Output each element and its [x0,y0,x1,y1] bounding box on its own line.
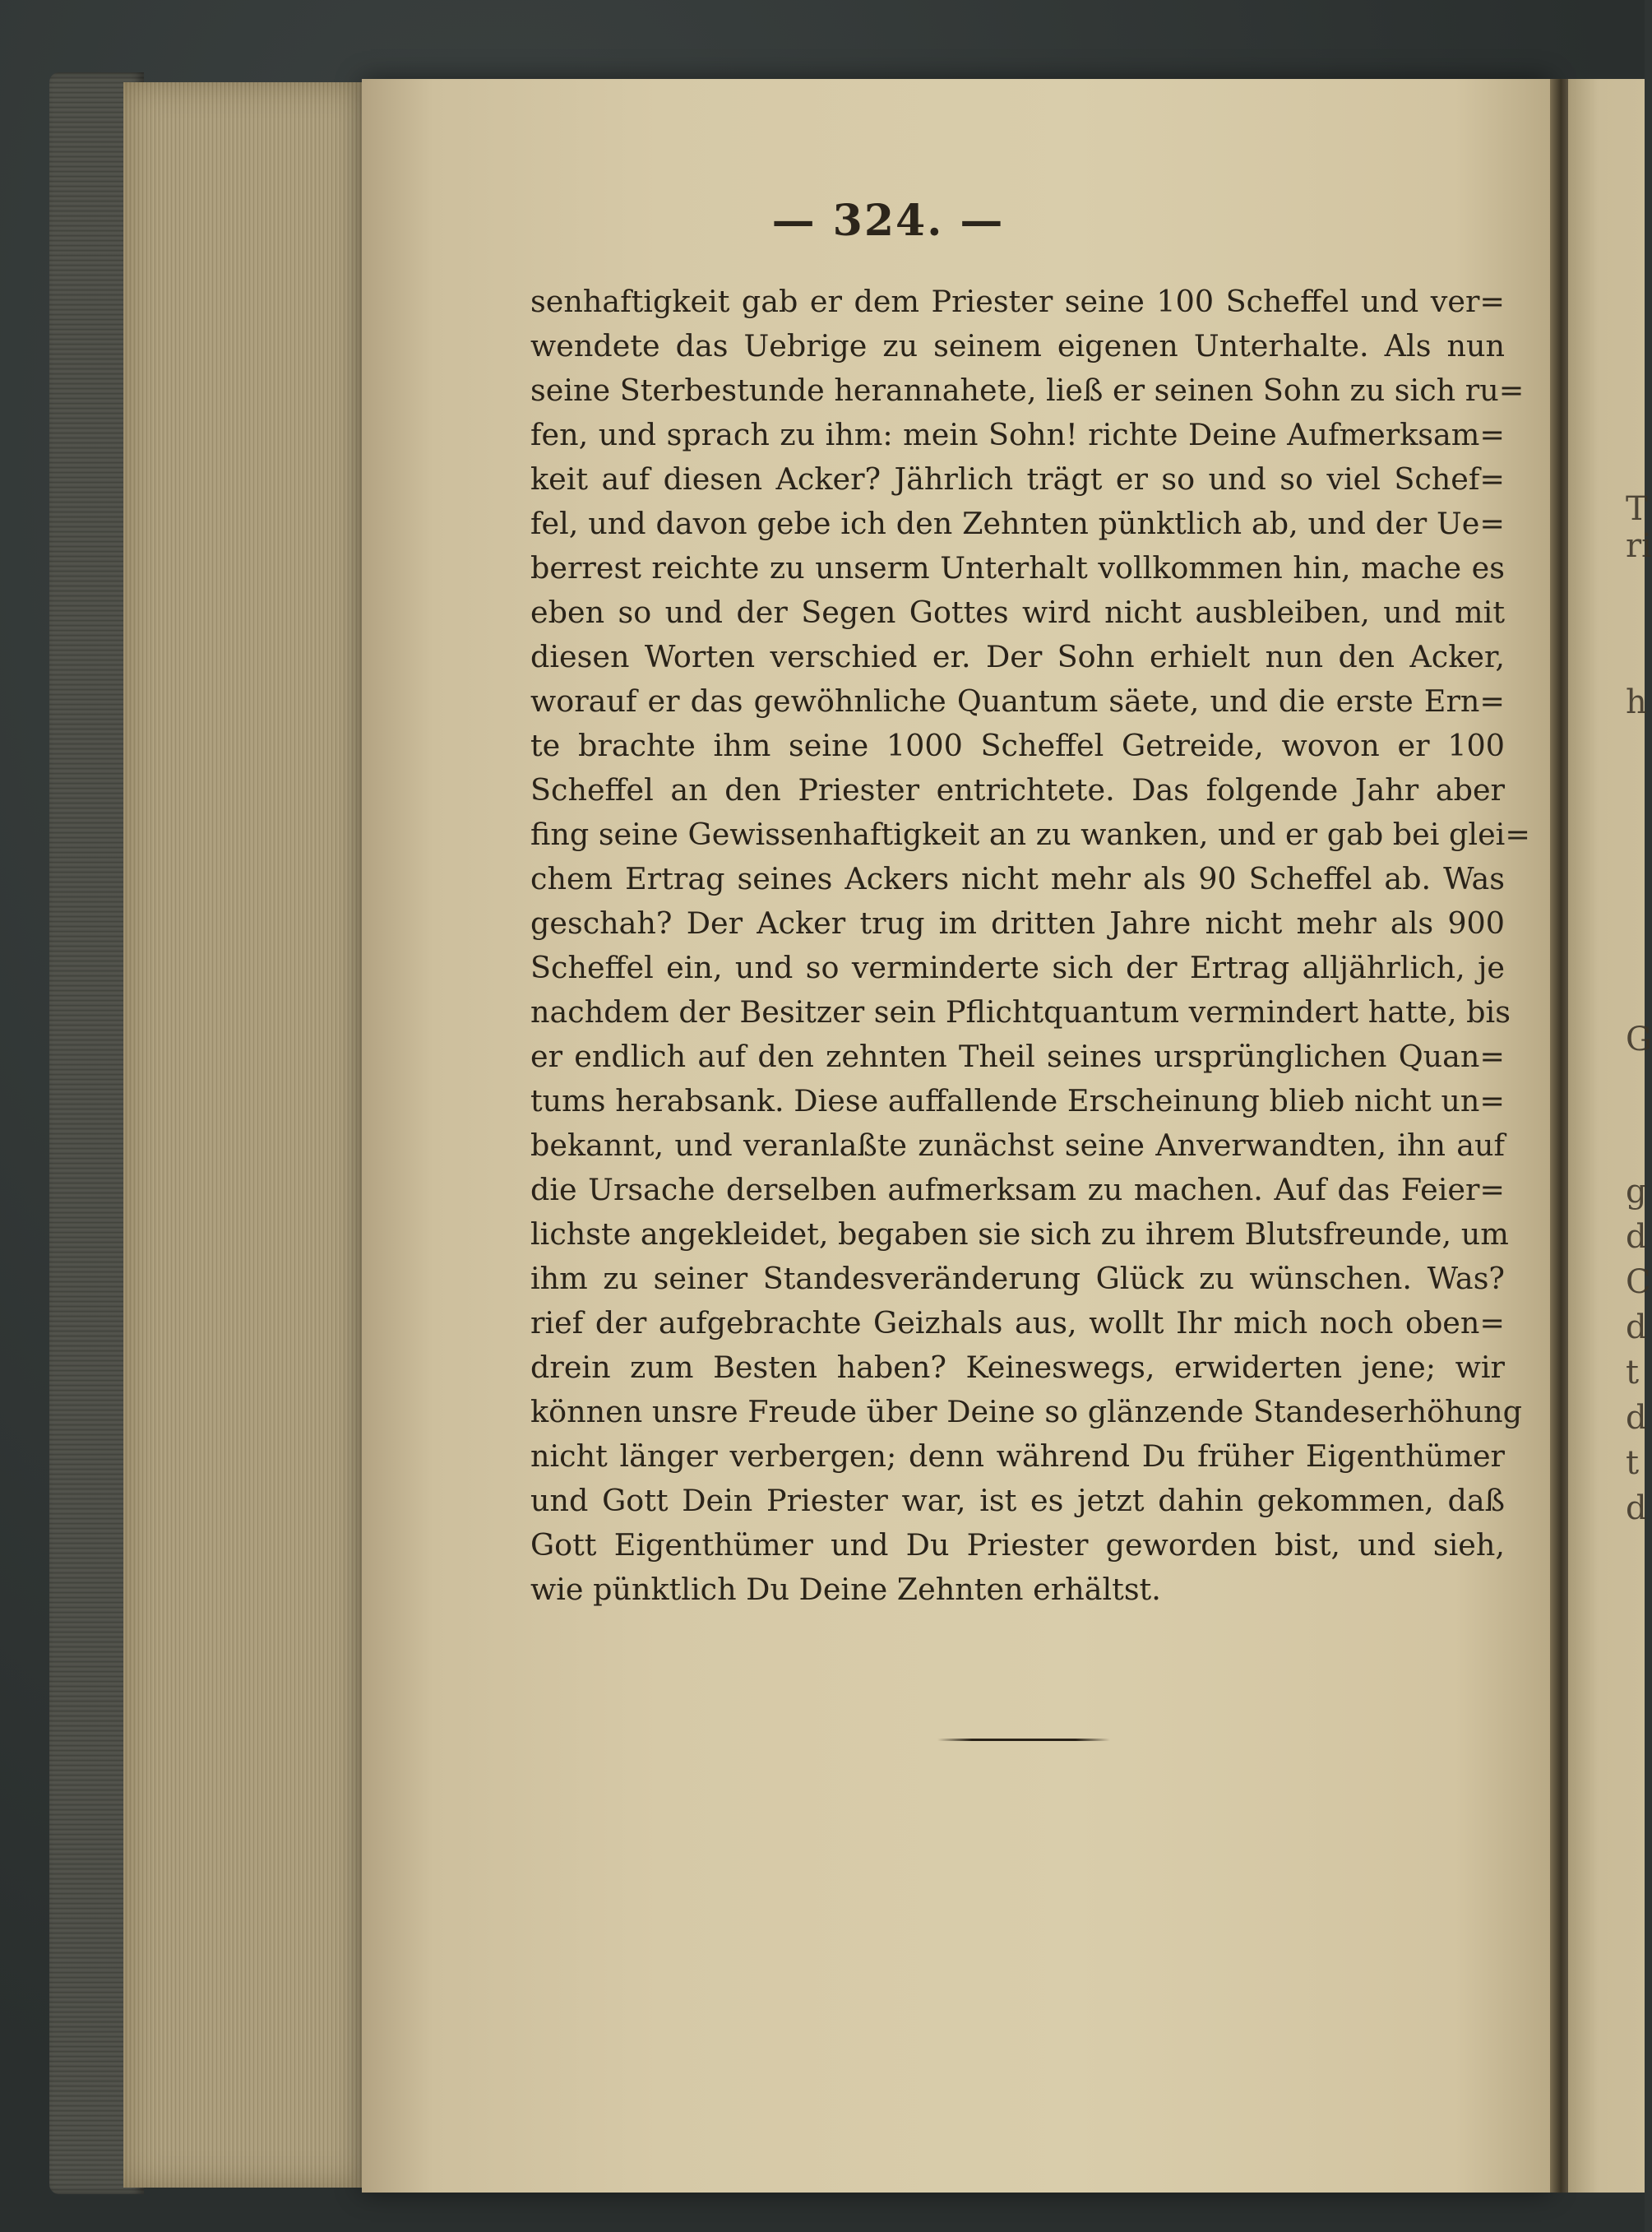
text-line: fen, und sprach zu ihm: mein Sohn! richte Deine Aufmerksam= [530,417,1505,452]
adjacent-page [1568,79,1652,2193]
text-line: rief der aufgebrachte Geizhals aus, wollt Ihr mich noch oben= [530,1305,1505,1341]
body-text [530,280,1530,1612]
text-line: wie pünktlich Du Deine Zehnten erhältst. [530,1572,1161,1607]
text-line: nachdem der Besitzer sein Pflichtquantum vermindert hatte, bis [530,994,1511,1030]
adjacent-page-fragment: g [1626,1173,1647,1211]
book-gutter [1550,79,1568,2193]
text-line: eben so und der Segen Gottes wird nicht ausbleiben, und mit [530,595,1505,630]
page-edges [123,82,378,2188]
text-line: ihm zu seiner Standesveränderung Glück zu wünschen. Was? [530,1261,1505,1296]
adjacent-page-fragment: C [1626,1263,1651,1301]
text-line: senhaftigkeit gab er dem Priester seine 100 Scheffel und ver= [530,284,1505,319]
text-line: seine Sterbestunde herannahete, ließ er seinen Sohn zu sich ru= [530,373,1525,408]
text-line: Gott Eigenthümer und Du Priester geworden bist, und sieh, [530,1527,1505,1563]
text-line: lichste angekleidet, begaben sie sich zu ihrem Blutsfreunde, um [530,1216,1509,1252]
text-line: wendete das Uebrige zu seinem eigenen Unterhalte. Als nun [530,328,1505,364]
text-line: nicht länger verbergen; denn während Du früher Eigenthümer [530,1438,1505,1474]
text-line: die Ursache derselben aufmerksam zu machen. Auf das Feier= [530,1172,1505,1207]
text-line: und Gott Dein Priester war, ist es jetzt dahin gekommen, daß [530,1483,1505,1518]
text-line: diesen Worten verschied er. Der Sohn erhielt nun den Acker, [530,639,1505,674]
adjacent-page-fragment: d [1626,1308,1647,1346]
adjacent-page-fragment: d [1626,1399,1647,1437]
adjacent-page-fragment: d [1626,1218,1647,1256]
adjacent-page-fragment: h [1626,683,1647,721]
text-line: worauf er das gewöhnliche Quantum säete, und die erste Ern= [530,683,1505,719]
adjacent-page-fragment: t [1626,1444,1640,1482]
text-line: te brachte ihm seine 1000 Scheffel Getreide, wovon er 100 [530,728,1505,763]
text-line: berrest reichte zu unserm Unterhalt vollkommen hin, mache es [530,550,1505,586]
text-line: Scheffel ein, und so verminderte sich der Ertrag alljährlich, je [530,950,1505,985]
page-number: — 324. — [771,196,1005,246]
text-line: chem Ertrag seines Ackers nicht mehr als 90 Scheffel ab. Was [530,861,1505,896]
adjacent-page-fragment: ri [1626,527,1652,565]
text-line: drein zum Besten haben? Keineswegs, erwiderten jene; wir [530,1350,1505,1385]
adjacent-page-fragment: T [1626,490,1648,528]
text-line: keit auf diesen Acker? Jährlich trägt er so und so viel Schef= [530,461,1505,497]
text-line: geschah? Der Acker trug im dritten Jahre nicht mehr als 900 [530,905,1505,941]
text-line: fing seine Gewissenhaftigkeit an zu wanken, und er gab bei glei= [530,817,1530,852]
text-line: Scheffel an den Priester entrichtete. Das folgende Jahr aber [530,772,1505,808]
text-line: bekannt, und veranlaßte zunächst seine Anverwandten, ihn auf [530,1128,1505,1163]
text-line: fel, und davon gebe ich den Zehnten pünktlich ab, und der Ue= [530,506,1505,541]
end-rule-divider [937,1739,1110,1741]
text-line: er endlich auf den zehnten Theil seines ursprünglichen Quan= [530,1039,1505,1074]
text-line: tums herabsank. Diese auffallende Erscheinung blieb nicht un= [530,1083,1505,1118]
adjacent-page-fragment: t [1626,1354,1640,1392]
adjacent-page-fragment: d [1626,1489,1647,1527]
text-line: können unsre Freude über Deine so glänzende Standeserhöhung [530,1394,1523,1429]
adjacent-page-fragment: G [1626,1021,1652,1058]
